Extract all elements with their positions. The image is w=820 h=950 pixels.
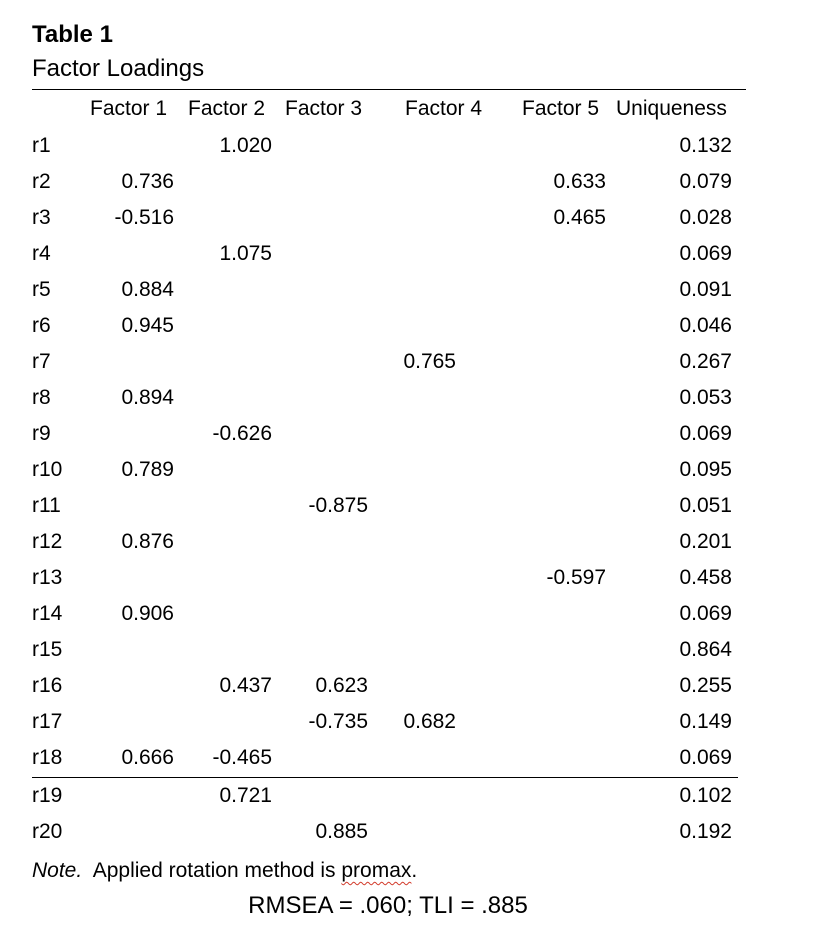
factor-1-loading: 0.666: [121, 746, 174, 769]
table-title: Factor Loadings: [32, 55, 205, 82]
fit-statistics: RMSEA = .060; TLI = .885: [248, 892, 528, 919]
item-label: r7: [32, 350, 51, 373]
column-header-factor-1: Factor 1: [90, 97, 168, 120]
factor-5-loading: 0.633: [553, 170, 606, 193]
factor-1-loading: 0.894: [121, 386, 174, 409]
item-label: r6: [32, 314, 51, 337]
table-body: [0, 128, 820, 850]
uniqueness-value: 0.201: [679, 530, 732, 553]
table-row: [0, 814, 820, 850]
uniqueness-value: 0.053: [679, 386, 732, 409]
item-label: r5: [32, 278, 51, 301]
item-label: r2: [32, 170, 51, 193]
item-label: r18: [32, 746, 63, 769]
note-label: Note.: [32, 859, 83, 882]
table-row: [0, 778, 820, 814]
uniqueness-value: 0.046: [679, 314, 732, 337]
note-text: Applied rotation method is: [92, 859, 342, 882]
table-row: [0, 416, 820, 452]
item-label: r4: [32, 242, 51, 265]
item-label: r10: [32, 458, 63, 481]
table-label: Table 1: [32, 21, 113, 48]
uniqueness-value: 0.028: [679, 206, 732, 229]
item-label: r11: [32, 494, 61, 517]
column-header-factor-5: Factor 5: [522, 97, 600, 120]
uniqueness-value: 0.864: [679, 638, 732, 661]
uniqueness-value: 0.095: [679, 458, 732, 481]
factor-1-loading: 0.945: [121, 314, 174, 337]
item-label: r16: [32, 674, 63, 697]
table-row: [0, 200, 820, 236]
top-rule: [32, 89, 746, 90]
uniqueness-value: 0.079: [679, 170, 732, 193]
uniqueness-value: 0.069: [679, 602, 732, 625]
column-header-factor-3: Factor 3: [285, 97, 363, 120]
factor-1-loading: -0.516: [114, 206, 174, 229]
factor-3-loading: -0.875: [308, 494, 368, 517]
factor-3-loading: 0.885: [315, 820, 368, 843]
uniqueness-value: 0.102: [679, 784, 732, 807]
factor-3-loading: 0.623: [315, 674, 368, 697]
note-period: .: [411, 859, 418, 882]
uniqueness-value: 0.051: [679, 494, 732, 517]
table-row: [0, 380, 820, 416]
column-header-uniqueness: Uniqueness: [616, 97, 727, 120]
factor-1-loading: 0.789: [121, 458, 174, 481]
item-label: r17: [32, 710, 63, 733]
factor-5-loading: -0.597: [546, 566, 606, 589]
factor-2-loading: -0.465: [212, 746, 272, 769]
item-label: r12: [32, 530, 63, 553]
factor-1-loading: 0.906: [121, 602, 174, 625]
table-row: [0, 308, 820, 344]
uniqueness-value: 0.069: [679, 242, 732, 265]
table-row: [0, 740, 820, 776]
table-row: [0, 488, 820, 524]
column-header-factor-2: Factor 2: [188, 97, 266, 120]
factor-1-loading: 0.876: [121, 530, 174, 553]
column-header-row: [0, 94, 820, 124]
item-label: r15: [32, 638, 63, 661]
table-row: [0, 704, 820, 740]
table-row: [0, 668, 820, 704]
item-label: r19: [32, 784, 63, 807]
column-header-factor-4: Factor 4: [405, 97, 483, 120]
factor-2-loading: 1.020: [219, 134, 272, 157]
item-label: r13: [32, 566, 63, 589]
table-row: [0, 596, 820, 632]
factor-2-loading: -0.626: [212, 422, 272, 445]
factor-1-loading: 0.736: [121, 170, 174, 193]
uniqueness-value: 0.069: [679, 422, 732, 445]
table-row: [0, 452, 820, 488]
section-rule: [32, 777, 738, 778]
table-note: [32, 856, 417, 886]
uniqueness-value: 0.069: [679, 746, 732, 769]
spellcheck-flagged-word[interactable]: promax: [341, 859, 412, 882]
factor-2-loading: 0.437: [219, 674, 272, 697]
item-label: r20: [32, 820, 63, 843]
table-row: [0, 164, 820, 200]
item-label: r14: [32, 602, 63, 625]
factor-4-loading: 0.682: [403, 710, 456, 733]
item-label: r1: [32, 134, 51, 157]
uniqueness-value: 0.255: [679, 674, 732, 697]
factor-4-loading: 0.765: [403, 350, 456, 373]
uniqueness-value: 0.149: [679, 710, 732, 733]
factor-1-loading: 0.884: [121, 278, 174, 301]
factor-5-loading: 0.465: [553, 206, 606, 229]
uniqueness-value: 0.267: [679, 350, 732, 373]
table-row: [0, 344, 820, 380]
factor-2-loading: 1.075: [219, 242, 272, 265]
item-label: r3: [32, 206, 51, 229]
table-row: [0, 560, 820, 596]
factor-2-loading: 0.721: [219, 784, 272, 807]
item-label: r9: [32, 422, 51, 445]
item-label: r8: [32, 386, 51, 409]
uniqueness-value: 0.192: [679, 820, 732, 843]
uniqueness-value: 0.091: [679, 278, 732, 301]
table-row: [0, 128, 820, 164]
table-row: [0, 632, 820, 668]
table-row: [0, 272, 820, 308]
table-row: [0, 236, 820, 272]
uniqueness-value: 0.132: [679, 134, 732, 157]
factor-3-loading: -0.735: [308, 710, 368, 733]
uniqueness-value: 0.458: [679, 566, 732, 589]
table-row: [0, 524, 820, 560]
